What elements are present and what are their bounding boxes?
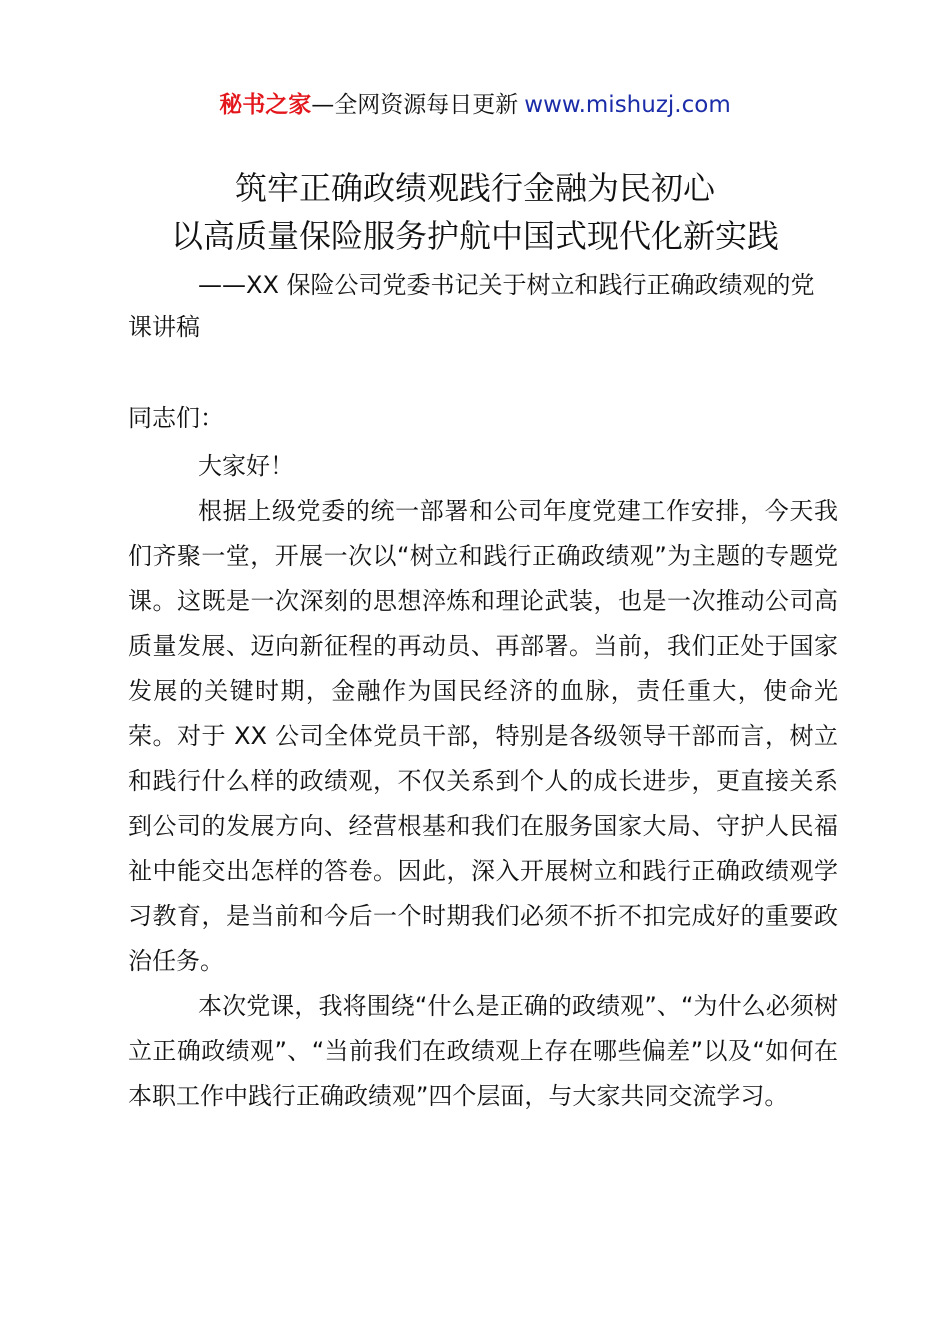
document-title-line-1: 筑牢正确政绩观践行金融为民初心: [234, 169, 715, 207]
site-url-link[interactable]: www.mishuzj.com: [524, 92, 731, 118]
paragraph-introduction: 根据上级党委的统一部署和公司年度党建工作安排，今天我们齐聚一堂，开展一次以“树立和践行正确政绩观”为主题的专题党课。这既是一次深刻的思想淬炼和理论武装，也是一次推动公司高质量发展、迈向新征程的再动员、再部署。当前，我们正处于国家发展的关键时期，金融作为国民经济的血脉，责任重大，使命光荣。对于 XX 公司全体党员干部，特别是各级领导干部而言，树立和践行什么样的政绩观，不仅关系到个人的成长进步，更直接关系到公司的发展方向、经营根基和我们在服务国家大局、守护人民福祉中能交出怎样的答卷。因此，深入开展树立和践行正确政绩观学习教育，是当前和今后一个时期我们必须不折不扣完成好的重要政治任务。: [128, 497, 838, 975]
site-header: [0, 88, 950, 122]
paragraph-outline: 本次党课，我将围绕“什么是正确的政绩观”、“为什么必须树立正确政绩观”、“当前我们在政绩观上存在哪些偏差”以及“如何在本职工作中践行正确政绩观”四个层面，与大家共同交流学习。: [128, 992, 838, 1110]
site-tagline: —全网资源每日更新: [311, 92, 519, 118]
document-title-line-2: 以高质量保险服务护航中国式现代化新实践: [170, 217, 779, 255]
salutation: 同志们：: [128, 404, 224, 432]
site-brand: 秘书之家: [219, 92, 312, 118]
document-body: [128, 444, 838, 1119]
document-subtitle: ——XX 保险公司党委书记关于树立和践行正确政绩观的党课讲稿: [128, 271, 815, 341]
paragraph-greeting: 大家好！: [198, 452, 294, 480]
